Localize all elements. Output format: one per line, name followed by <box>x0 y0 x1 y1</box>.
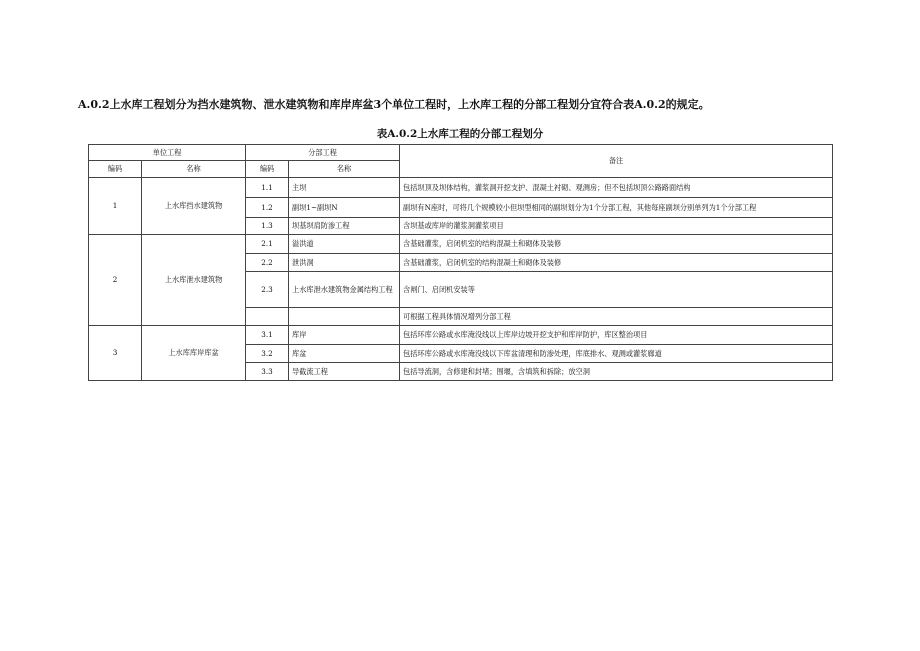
unit-name: 上水库挡水建筑物 <box>142 178 246 235</box>
remark: 包括环库公路或水库淹没线以上库岸边坡开挖支护和库岸防护，库区整治项目 <box>400 326 833 345</box>
table-row <box>89 235 833 254</box>
sub-name: 溢洪道 <box>289 235 400 254</box>
sub-code: 2.1 <box>246 235 289 254</box>
sub-name: 上水库泄水建筑物金属结构工程 <box>289 272 400 308</box>
unit-name: 上水库库岸库盆 <box>142 326 246 381</box>
table-row <box>89 326 833 345</box>
remark: 包括环库公路或水库淹没线以下库盆清理和防渗处理，库底排水、观测或灌浆廊道 <box>400 345 833 363</box>
header-sub-name: 名称 <box>289 161 400 178</box>
remark: 含基础灌浆，启闭机室的结构混凝土和砌体及装修 <box>400 235 833 254</box>
sub-code: 2.2 <box>246 254 289 272</box>
remark: 含坝基或库岸的灌浆洞灌浆项目 <box>400 218 833 235</box>
sub-name: 导截流工程 <box>289 363 400 381</box>
sub-code: 1.2 <box>246 198 289 218</box>
table-row <box>89 178 833 198</box>
sub-code: 1.1 <box>246 178 289 198</box>
unit-code: 3 <box>89 326 142 381</box>
header-unit-code: 编码 <box>89 161 142 178</box>
remark: 含基础灌浆，启闭机室的结构混凝土和砌体及装修 <box>400 254 833 272</box>
remark: 可根据工程具体情况增列分部工程 <box>400 308 833 326</box>
sub-name <box>289 308 400 326</box>
division-table <box>88 144 833 381</box>
header-remark: 备注 <box>400 145 833 178</box>
remark: 包括坝顶及坝体结构，灌浆洞开挖支护、混凝土衬砌、观测房；但不包括坝顶公路路面结构 <box>400 178 833 198</box>
sub-code <box>246 308 289 326</box>
sub-name: 主坝 <box>289 178 400 198</box>
sub-name: 副坝1~副坝N <box>289 198 400 218</box>
sub-code: 1.3 <box>246 218 289 235</box>
sub-code: 2.3 <box>246 272 289 308</box>
remark: 包括导流洞，含修建和封堵；围堰，含填筑和拆除；放空洞 <box>400 363 833 381</box>
sub-name: 坝基坝肩防渗工程 <box>289 218 400 235</box>
sub-code: 3.2 <box>246 345 289 363</box>
header-unit: 单位工程 <box>89 145 246 161</box>
unit-name: 上水库泄水建筑物 <box>142 235 246 326</box>
unit-code: 2 <box>89 235 142 326</box>
header-unit-name: 名称 <box>142 161 246 178</box>
sub-code: 3.3 <box>246 363 289 381</box>
sub-name: 库岸 <box>289 326 400 345</box>
header-sub: 分部工程 <box>246 145 400 161</box>
table-caption: 表A.0.2上水库工程的分部工程划分 <box>376 128 544 140</box>
sub-name: 泄洪洞 <box>289 254 400 272</box>
remark: 含闸门、启闭机安装等 <box>400 272 833 308</box>
intro-paragraph: A.0.2上水库工程划分为挡水建筑物、泄水建筑物和库岸库盆3个单位工程时，上水库工程的分部工程划分宜符合表A.0.2的规定。 <box>78 98 710 111</box>
remark: 副坝有N座时，可将几个规模较小但坝型相同的副坝划分为1个分部工程，其他每座副坝分别单列为1个分部工程 <box>400 198 833 218</box>
unit-code: 1 <box>89 178 142 235</box>
header-sub-code: 编码 <box>246 161 289 178</box>
sub-code: 3.1 <box>246 326 289 345</box>
sub-name: 库盆 <box>289 345 400 363</box>
